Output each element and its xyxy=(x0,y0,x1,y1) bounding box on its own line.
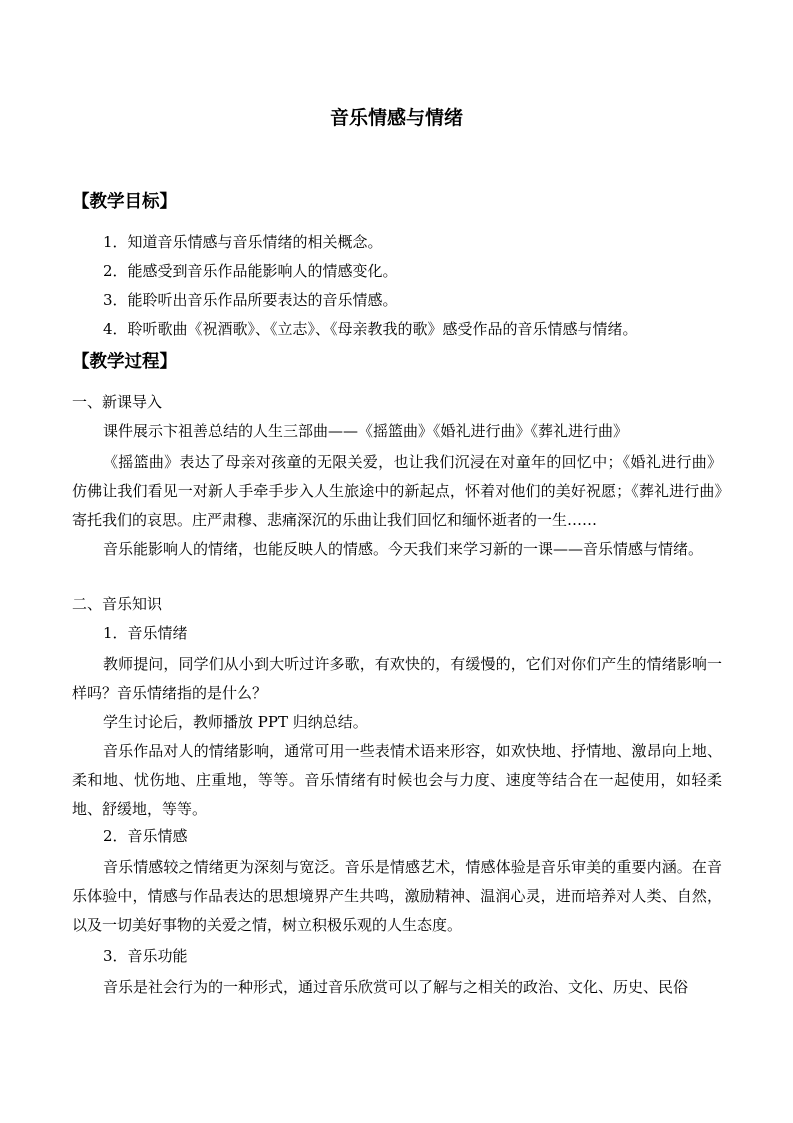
goals-heading: 【教学目标】 xyxy=(72,192,177,212)
part2-heading: 二、音乐知识 xyxy=(72,595,163,613)
page-title: 音乐情感与情绪 xyxy=(329,107,463,129)
subsection-3-heading: 3．音乐功能 xyxy=(103,947,188,965)
process-heading: 【教学过程】 xyxy=(72,352,177,372)
part1-paragraph-2: 《摇篮曲》表达了母亲对孩童的无限关爱，也让我们沉浸在对童年的回忆中；《婚礼进行曲》仿佛让我们看见一对新人手牵手步入人生旅途中的新起点，怀着对他们的美好祝愿；《葬礼进行曲》寄托我们的哀思。庄严肃穆、悲痛深沉的乐曲让我们回忆和缅怀逝者的一生…… xyxy=(72,453,722,529)
subsection-2-paragraph-1: 音乐情感较之情绪更为深刻与宽泛。音乐是情感艺术，情感体验是音乐审美的重要内涵。在音乐体验中，情感与作品表达的思想境界产生共鸣，激励精神、温润心灵，进而培养对人类、自然，以及一切美好事物的关爱之情，树立积极乐观的人生态度。 xyxy=(72,858,722,934)
goal-item-1: 1．知道音乐情感与音乐情绪的相关概念。 xyxy=(103,233,383,251)
subsection-3-paragraph-1: 音乐是社会行为的一种形式，通过音乐欣赏可以了解与之相关的政治、文化、历史、民俗 xyxy=(103,978,689,996)
subsection-1-heading: 1．音乐情绪 xyxy=(103,624,188,642)
goal-item-2: 2．能感受到音乐作品能影响人的情感变化。 xyxy=(103,262,398,280)
part1-paragraph-1: 课件展示卞祖善总结的人生三部曲——《摇篮曲》《婚礼进行曲》《葬礼进行曲》 xyxy=(103,422,629,440)
goal-item-3: 3．能聆听出音乐作品所要表达的音乐情感。 xyxy=(103,291,398,309)
part1-paragraph-3: 音乐能影响人的情绪，也能反映人的情感。今天我们来学习新的一课——音乐情感与情绪。 xyxy=(103,540,704,558)
subsection-2-heading: 2．音乐情感 xyxy=(103,827,188,845)
subsection-1-paragraph-3: 音乐作品对人的情绪影响，通常可用一些表情术语来形容，如欢快地、抒情地、激昂向上地、柔和地、忧伤地、庄重地，等等。音乐情绪有时候也会与力度、速度等结合在一起使用，如轻柔地、舒缓地，等等。 xyxy=(72,742,722,818)
subsection-1-paragraph-1: 教师提问，同学们从小到大听过许多歌，有欢快的，有缓慢的，它们对你们产生的情绪影响一样吗？音乐情绪指的是什么？ xyxy=(72,655,722,702)
goal-item-4: 4．聆听歌曲《祝酒歌》、《立志》、《母亲教我的歌》感受作品的音乐情感与情绪。 xyxy=(103,320,638,338)
part1-heading: 一、新课导入 xyxy=(72,393,163,411)
subsection-1-paragraph-2: 学生讨论后，教师播放 PPT 归纳总结。 xyxy=(103,713,368,731)
